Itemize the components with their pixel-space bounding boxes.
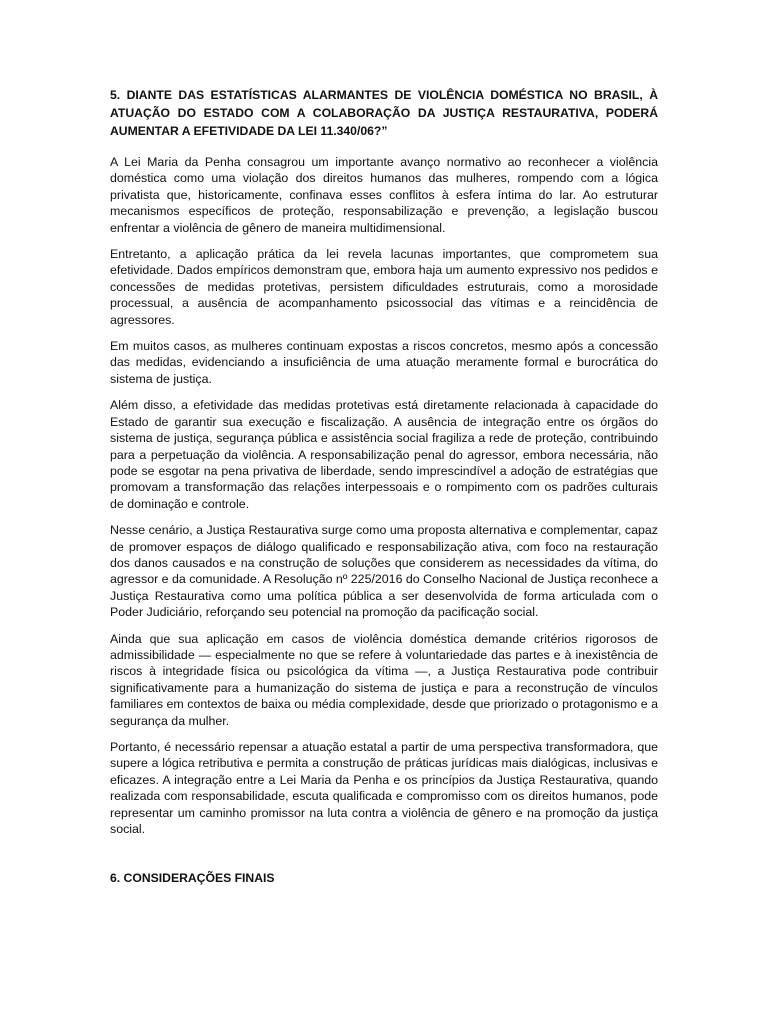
paragraph-2: Entretanto, a aplicação prática da lei revela lacunas importantes, que comprometem sua efetividade. Dados empíricos demonstram que, embora haja um aumento expressivo nos pedidos e concessões de medidas protetivas, persistem dificuldades estruturais, como a morosidade processual, a ausência de acompanhamento psicossocial das vítimas e a reincidência de agressores. bbox=[110, 247, 658, 327]
document-page bbox=[110, 86, 658, 887]
section-5-heading: 5. DIANTE DAS ESTATÍSTICAS ALARMANTES DE VIOLÊNCIA DOMÉSTICA NO BRASIL, À ATUAÇÃO DO ESTADO COM A COLABORAÇÃO DA JUSTIÇA RESTAURATIVA, PODERÁ AUMENTAR A EFETIVIDADE DA LEI 11.340/06?” bbox=[110, 88, 658, 138]
paragraph-3: Em muitos casos, as mulheres continuam expostas a riscos concretos, mesmo após a concessão das medidas, evidenciando a insuficiência de uma atuação meramente formal e burocrática do sistema de justiça. bbox=[110, 339, 658, 386]
paragraph-5: Nesse cenário, a Justiça Restaurativa surge como uma proposta alternativa e complementar, capaz de promover espaços de diálogo qualificado e responsabilização ativa, com foco na restauração dos danos causados e na construção de soluções que considerem as necessidades da vítima, do agressor e da comunidade. A Resolução nº 225/2016 do Conselho Nacional de Justiça reconhece a Justiça Restaurativa como uma política pública a ser desenvolvida de forma articulada com o Poder Judiciário, reforçando seu potencial na promoção da pacificação social. bbox=[110, 523, 659, 620]
section-6-heading: 6. CONSIDERAÇÕES FINAIS bbox=[110, 871, 275, 886]
paragraph-4: Além disso, a efetividade das medidas protetivas está diretamente relacionada à capacidade do Estado de garantir sua execução e fiscalização. A ausência de integração entre os órgãos do sistema de justiça, segurança pública e assistência social fragiliza a rede de proteção, contribuindo para a perpetuação da violência. A responsabilização penal do agressor, embora necessária, não pode se esgotar na pena privativa de liberdade, sendo imprescindível a adoção de estratégias que promovam a transformação das relações interpessoais e o rompimento com os padrões culturais de dominação e controle. bbox=[110, 398, 658, 511]
paragraph-7: Portanto, é necessário repensar a atuação estatal a partir de uma perspectiva transformadora, que supere a lógica retributiva e permita a construção de práticas jurídicas mais dialógicas, inclusivas e eficazes. A integração entre a Lei Maria da Penha e os princípios da Justiça Restaurativa, quando realizada com responsabilidade, escuta qualificada e compromisso com os direitos humanos, pode representar um caminho promissor na luta contra a violência de gênero e na promoção da justiça social. bbox=[110, 740, 658, 837]
paragraph-1: A Lei Maria da Penha consagrou um importante avanço normativo ao reconhecer a violência doméstica como uma violação dos direitos humanos das mulheres, rompendo com a lógica privatista que, historicamente, confinava esses conflitos à esfera íntima do lar. Ao estruturar mecanismos específicos de proteção, responsabilização e prevenção, a legislação buscou enfrentar a violência de gênero de maneira multidimensional. bbox=[110, 155, 658, 235]
paragraph-6: Ainda que sua aplicação em casos de violência doméstica demande critérios rigorosos de admissibilidade — especialmente no que se refere à voluntariedade das partes e à inexistência de riscos à integridade física ou psicológica da vítima —, a Justiça Restaurativa pode contribuir significativamente para a humanização do sistema de justiça e para a reconstrução de vínculos familiares em contextos de baixa ou média complexidade, desde que priorizado o protagonismo e a segurança da mulher. bbox=[110, 631, 658, 728]
